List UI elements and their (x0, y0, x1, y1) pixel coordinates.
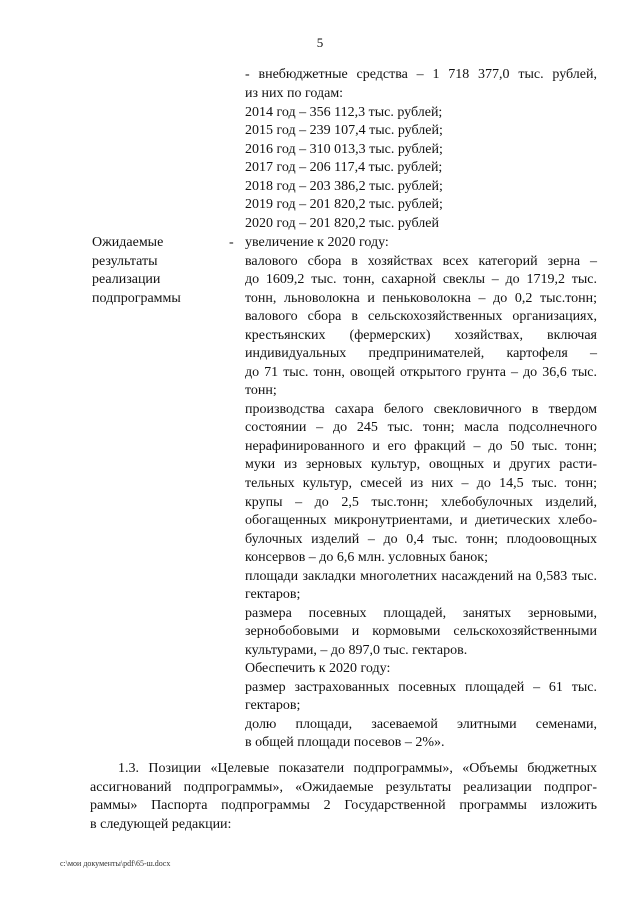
results-line: консервов – до 6,6 млн. условных банок; (245, 550, 488, 565)
results-line: зернобобовыми и кормовыми сельскохозяйственными (245, 624, 597, 639)
results-line: Обеспечить к 2020 году: (245, 661, 391, 676)
funding-line: 2018 год – 203 386,2 тыс. рублей; (245, 179, 443, 194)
funding-line: 2014 год – 356 112,3 тыс. рублей; (245, 105, 443, 120)
section-dash: - (229, 235, 234, 250)
paragraph-line: ассигнований подпрограммы», «Ожидаемые результаты реализации подпрог- (90, 780, 597, 795)
results-line: валового сбора в сельскохозяйственных организациях, (245, 309, 597, 324)
section-label-line: Ожидаемые (92, 235, 164, 250)
paragraph-line: раммы» Паспорта подпрограммы 2 Государственной программы изложить (90, 798, 597, 813)
results-line: площади закладки многолетних насаждений на 0,583 тыс. (245, 569, 597, 584)
funding-line: 2020 год – 201 820,2 тыс. рублей (245, 216, 439, 231)
results-line: в общей площади посевов – 2%». (245, 735, 445, 750)
results-line: тонн, льноволокна и пеньковолокна – до 0,2 тыс.тонн; (245, 291, 597, 306)
funding-line: - внебюджетные средства – 1 718 377,0 тыс. рублей, (245, 67, 597, 82)
results-line: валового сбора в хозяйствах всех категорий зерна – (245, 254, 597, 269)
paragraph-line: в следующей редакции: (90, 817, 232, 832)
results-line: муки из зерновых культур, овощных и других расти- (245, 457, 597, 472)
section-label-line: реализации (92, 272, 161, 287)
results-line: до 1609,2 тыс. тонн, сахарной свеклы – до 1719,2 тыс. (245, 272, 597, 287)
page-number: 5 (316, 35, 324, 50)
results-line: гектаров; (245, 698, 301, 713)
funding-line: 2019 год – 201 820,2 тыс. рублей; (245, 197, 443, 212)
funding-line: 2016 год – 310 013,3 тыс. рублей; (245, 142, 443, 157)
results-line: гектаров; (245, 587, 301, 602)
results-line: тельных культур, смесей из них – до 14,5 тыс. тонн; (245, 476, 597, 491)
results-line: размер застрахованных посевных площадей – 61 тыс. (245, 680, 597, 695)
funding-line: из них по годам: (245, 86, 344, 101)
results-line: культурами, – до 897,0 тыс. гектаров. (245, 643, 468, 658)
section-label-line: результаты (92, 254, 158, 269)
results-line: долю площади, засеваемой элитными семенами, (245, 717, 597, 732)
funding-line: 2015 год – 239 107,4 тыс. рублей; (245, 123, 443, 138)
results-line: индивидуальных предпринимателей, картофеля – (245, 346, 597, 361)
results-line: обогащенных микронутриентами, и диетических хлебо- (245, 513, 597, 528)
section-label-line: подпрограммы (92, 291, 181, 306)
funding-line: 2017 год – 206 117,4 тыс. рублей; (245, 160, 443, 175)
results-line: булочных изделий – до 0,4 тыс. тонн; плодоовощных (245, 532, 597, 547)
footer-file-path: c:\мои документы\pdf\65-ш.docx (60, 859, 171, 868)
results-line: производства сахара белого свекловичного в твердом (245, 402, 597, 417)
results-line: нерафинированного и его фракций – до 50 тыс. тонн; (245, 439, 597, 454)
results-line: увеличение к 2020 году: (245, 235, 389, 250)
results-line: тонн; (245, 383, 277, 398)
results-line: крупы – до 2,5 тыс.тонн; хлебобулочных изделий, (245, 495, 597, 510)
results-line: до 71 тыс. тонн, овощей открытого грунта – до 36,6 тыс. (245, 365, 597, 380)
results-line: состоянии – до 245 тыс. тонн; масла подсолнечного (245, 420, 597, 435)
results-line: размера посевных площадей, занятых зерновыми, (245, 606, 597, 621)
paragraph-line: 1.3. Позиции «Целевые показатели подпрограммы», «Объемы бюджетных (118, 761, 597, 776)
results-line: крестьянских (фермерских) хозяйствах, включая (245, 328, 597, 343)
